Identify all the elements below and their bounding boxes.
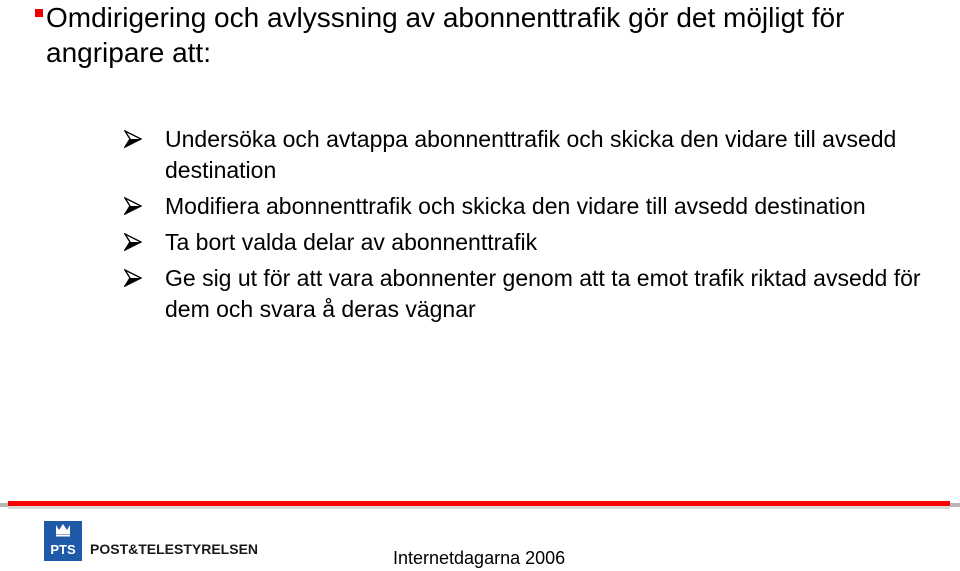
bullet-list — [124, 124, 924, 330]
pts-logo-graphic — [44, 521, 82, 561]
logo-text: PTS — [50, 542, 76, 557]
list-item — [124, 124, 924, 186]
event-name: Internetdagarna 2006 — [393, 548, 566, 568]
brand-name: POST&TELESTYRELSEN — [90, 541, 259, 557]
footer-divider — [0, 501, 960, 511]
slide-title-text: Omdirigering och avlyssning av abonnenttrafik gör det möjligt för angripare att: — [46, 2, 845, 68]
list-item — [124, 227, 924, 258]
red-square-icon — [35, 9, 43, 17]
list-item-text: Undersöka och avtappa abonnenttrafik och skicka den vidare till avsedd destination — [165, 126, 897, 183]
list-item — [124, 191, 924, 222]
arrowhead-icon — [124, 197, 142, 215]
footer-divider-underline — [8, 506, 950, 509]
list-item — [124, 263, 924, 325]
crown-logo-icon — [44, 521, 82, 561]
arrowhead-icon — [124, 233, 142, 251]
arrowhead-icon — [124, 130, 142, 148]
list-item-text: Ta bort valda delar av abonnenttrafik — [165, 229, 538, 255]
list-item-text: Modifiera abonnenttrafik och skicka den vidare till avsedd destination — [165, 193, 866, 219]
arrowhead-icon — [124, 269, 142, 287]
slide-title — [46, 0, 946, 70]
list-item-text: Ge sig ut för att vara abonnenter genom att ta emot trafik riktad avsedd för dem och svara å deras vägnar — [165, 265, 921, 322]
